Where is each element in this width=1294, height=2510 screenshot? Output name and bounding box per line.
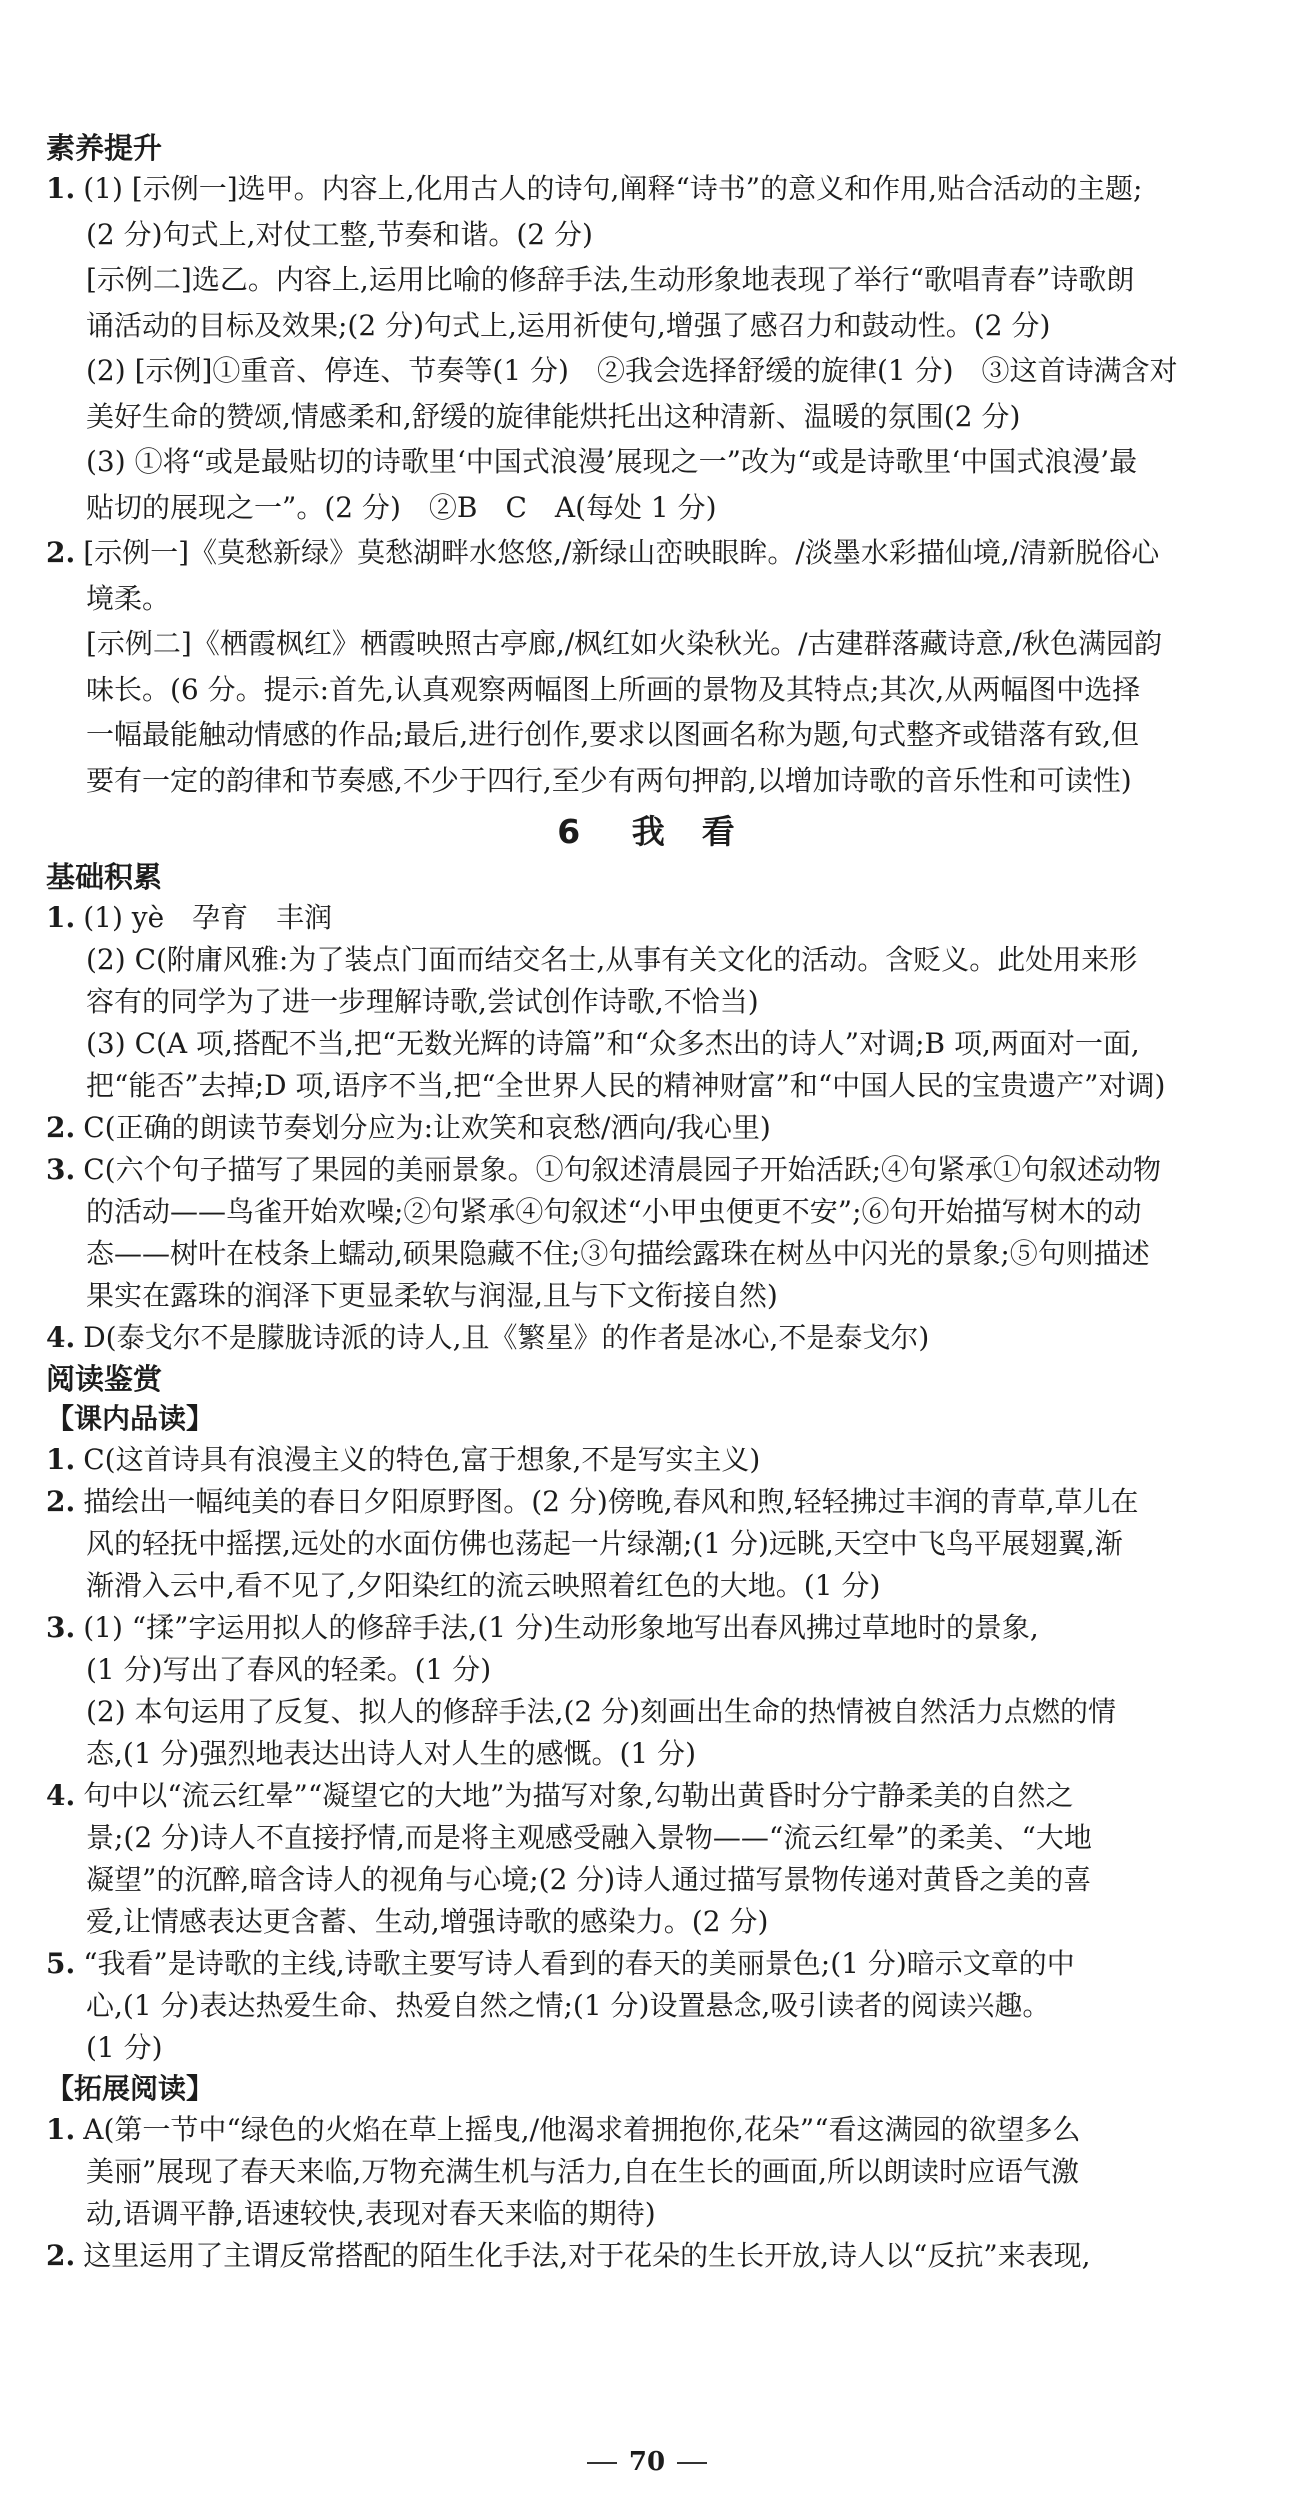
item-number: 1. <box>46 1443 76 1476</box>
page-number: 70 <box>628 2447 666 2477</box>
text-line: 3. (1) “揉”字运用拟人的修辞手法,(1 分)生动形象地写出春风拂过草地时的景象, <box>46 1611 1039 1644</box>
subheading-extended: 【拓展阅读】 <box>46 2072 215 2105</box>
text-line: 一幅最能触动情感的作品;最后,进行创作,要求以图画名称为题,句式整齐或错落有致,但 <box>86 718 1140 751</box>
text-line: 景;(2 分)诗人不直接抒情,而是将主观感受融入景物——“流云红晕”的柔美、“大地 <box>86 1821 1092 1854</box>
text-line: (1 分)写出了春风的轻柔。(1 分) <box>86 1653 492 1686</box>
subheading-in-class: 【课内品读】 <box>46 1402 215 1435</box>
text-line: 3. C(六个句子描写了果园的美丽景象。①句叙述清晨园子开始活跃;④句紧承①句叙述动物 <box>46 1153 1162 1186</box>
section-heading-reading: 阅读鉴赏 <box>46 1362 163 1396</box>
lesson-title: 6 我 看 <box>557 812 737 851</box>
text-line: 渐滑入云中,看不见了,夕阳染红的流云映照着红色的大地。(1 分) <box>86 1569 881 1602</box>
item-number: 1. <box>46 172 76 205</box>
text-line: 容有的同学为了进一步理解诗歌,尝试创作诗歌,不恰当) <box>86 985 759 1018</box>
text-line: 境柔。 <box>86 581 171 615</box>
text-line: 2. C(正确的朗读节奏划分应为:让欢笑和哀愁/洒向/我心里) <box>46 1111 771 1144</box>
page-footer <box>0 2442 1294 2482</box>
section-heading-literacy: 素养提升 <box>46 131 163 165</box>
item-number: 2. <box>46 1111 76 1144</box>
text-line: (2) C(附庸风雅:为了装点门面而结交名士,从事有关文化的活动。含贬义。此处用来形 <box>86 943 1138 976</box>
text-line: 态,(1 分)强烈地表达出诗人对人生的感慨。(1 分) <box>86 1737 697 1770</box>
item-number: 5. <box>46 1947 76 1980</box>
text-line: 味长。(6 分。提示:首先,认真观察两幅图上所画的景物及其特点;其次,从两幅图中选择 <box>86 672 1141 706</box>
text-line: 诵活动的目标及效果;(2 分)句式上,运用祈使句,增强了感召力和鼓动性。(2 分) <box>86 308 1051 342</box>
text-line: (3) C(A 项,搭配不当,把“无数光辉的诗篇”和“众多杰出的诗人”对调;B 项,两面对一面, <box>86 1027 1140 1060</box>
text-line: 要有一定的韵律和节奏感,不少于四行,至少有两句押韵,以增加诗歌的音乐性和可读性) <box>86 763 1132 797</box>
text-line: 心,(1 分)表达热爱生命、热爱自然之情;(1 分)设置悬念,吸引读者的阅读兴趣。 <box>86 1989 1051 2022</box>
text-line: (2) [示例]①重音、停连、节奏等(1 分) ②我会选择舒缓的旋律(1 分) ③这首诗满含对 <box>86 354 1178 387</box>
text-line: 1. A(第一节中“绿色的火焰在草上摇曳,/他渴求着拥抱你,花朵”“看这满园的欲望多么 <box>46 2113 1081 2146</box>
text-line: (2 分)句式上,对仗工整,节奏和谐。(2 分) <box>86 217 593 251</box>
text-line: 1. (1) yè 孕育 丰润 <box>46 901 333 934</box>
text-line: 态——树叶在枝条上蠕动,硕果隐藏不住;③句描绘露珠在树丛中闪光的景象;⑤句则描述 <box>86 1237 1150 1270</box>
text-line: 的活动——鸟雀开始欢噪;②句紧承④句叙述“小甲虫便更不安”;⑥句开始描写树木的动 <box>86 1195 1142 1228</box>
item-number: 3. <box>46 1153 76 1186</box>
text-line: 美丽”展现了春天来临,万物充满生机与活力,自在生长的画面,所以朗读时应语气激 <box>86 2155 1080 2188</box>
item-number: 1. <box>46 901 76 934</box>
item-number: 2. <box>46 1485 76 1518</box>
text-line: 把“能否”去掉;D 项,语序不当,把“全世界人民的精神财富”和“中国人民的宝贵遗产”对调) <box>86 1069 1166 1102</box>
item-number: 2. <box>46 2239 76 2272</box>
item-number: 3. <box>46 1611 76 1644</box>
text-line: 风的轻抚中摇摆,远处的水面仿佛也荡起一片绿潮;(1 分)远眺,天空中飞鸟平展翅翼,渐 <box>86 1527 1123 1560</box>
item-number: 4. <box>46 1779 76 1812</box>
text-line: 美好生命的赞颂,情感柔和,舒缓的旋律能烘托出这种清新、温暖的氛围(2 分) <box>86 399 1021 433</box>
item-number: 2. <box>46 536 76 569</box>
text-line: 果实在露珠的润泽下更显柔软与润湿,且与下文衔接自然) <box>86 1279 778 1312</box>
text-line: 动,语调平静,语速较快,表现对春天来临的期待) <box>86 2197 656 2230</box>
text-line: [示例二]选乙。内容上,运用比喻的修辞手法,生动形象地表现了举行“歌唱青春”诗歌朗 <box>86 263 1135 296</box>
text-line: 1. (1) [示例一]选甲。内容上,化用古人的诗句,阐释“诗书”的意义和作用,贴合活动的主题; <box>46 172 1143 205</box>
text-line: 2. [示例一]《莫愁新绿》莫愁湖畔水悠悠,/新绿山峦映眼眸。/淡墨水彩描仙境,/清新脱俗心 <box>46 536 1160 569</box>
item-number: 4. <box>46 1321 76 1354</box>
text-line: 贴切的展现之一”。(2 分) ②B C A(每处 1 分) <box>86 490 717 524</box>
text-line: 2. 描绘出一幅纯美的春日夕阳原野图。(2 分)傍晚,春风和煦,轻轻拂过丰润的青草,草儿在 <box>46 1485 1139 1518</box>
text-line: (2) 本句运用了反复、拟人的修辞手法,(2 分)刻画出生命的热情被自然活力点燃的情 <box>86 1695 1117 1728</box>
text-line: 凝望”的沉醉,暗含诗人的视角与心境;(2 分)诗人通过描写景物传递对黄昏之美的喜 <box>86 1863 1092 1896</box>
text-line: 2. 这里运用了主谓反常搭配的陌生化手法,对于花朵的生长开放,诗人以“反抗”来表现, <box>46 2239 1091 2272</box>
text-line: (3) ①将“或是最贴切的诗歌里‘中国式浪漫’展现之一”改为“或是诗歌里‘中国式浪漫’最 <box>86 445 1138 478</box>
text-line: 爱,让情感表达更含蓄、生动,增强诗歌的感染力。(2 分) <box>86 1905 769 1938</box>
footer-dash <box>587 2462 617 2464</box>
item-number: 1. <box>46 2113 76 2146</box>
text-line: 4. D(泰戈尔不是朦胧诗派的诗人,且《繁星》的作者是冰心,不是泰戈尔) <box>46 1321 930 1354</box>
text-line: 4. 句中以“流云红晕”“凝望它的大地”为描写对象,勾勒出黄昏时分宁静柔美的自然之 <box>46 1779 1074 1812</box>
text-line: 1. C(这首诗具有浪漫主义的特色,富于想象,不是写实主义) <box>46 1443 761 1476</box>
footer-dash <box>677 2462 707 2464</box>
text-line: (1 分) <box>86 2031 163 2064</box>
text-line: [示例二]《栖霞枫红》栖霞映照古亭廊,/枫红如火染秋光。/古建群落藏诗意,/秋色满园韵 <box>86 627 1162 660</box>
text-line: 5. “我看”是诗歌的主线,诗歌主要写诗人看到的春天的美丽景色;(1 分)暗示文章的中 <box>46 1947 1075 1980</box>
section-heading-basics: 基础积累 <box>46 860 163 894</box>
